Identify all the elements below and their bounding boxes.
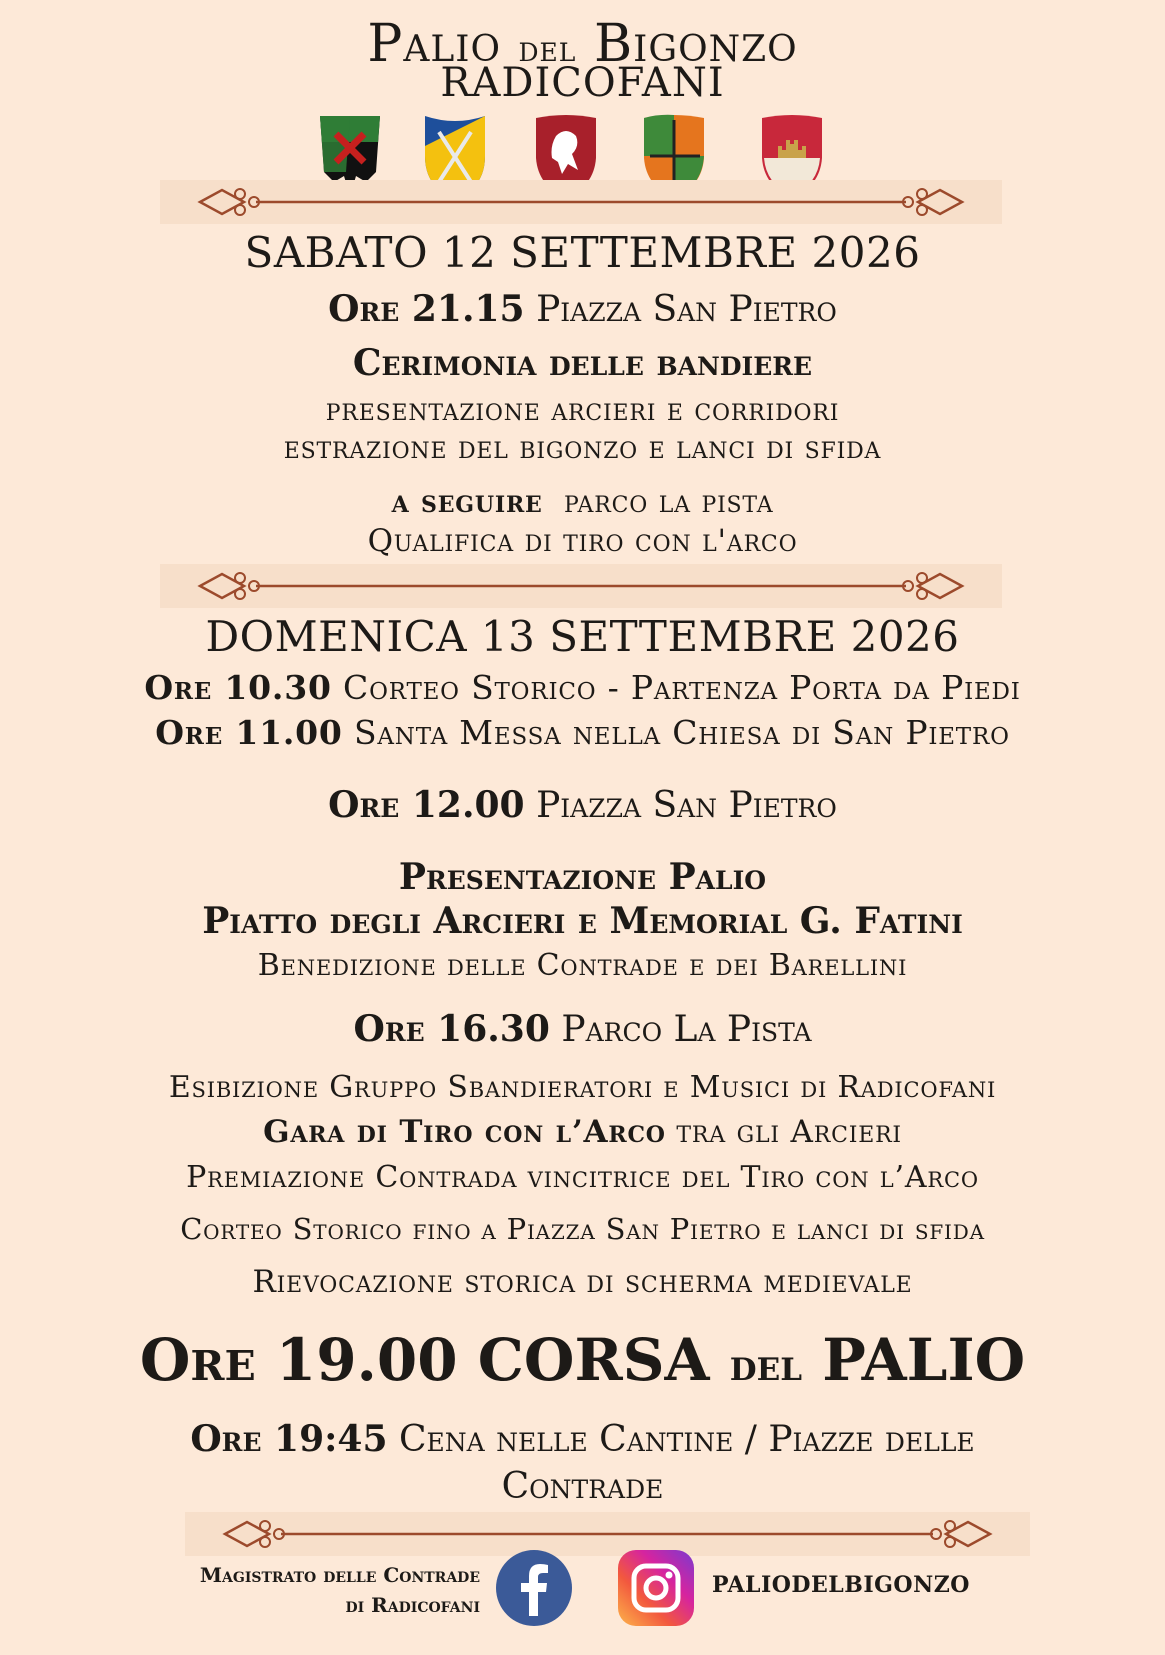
follow-place: parco la pista — [563, 484, 774, 520]
afternoon-line — [0, 1008, 1165, 1050]
sunday-time: Ore 12.00 — [328, 784, 525, 826]
sunday-date: DOMENICA 13 SETTEMBRE 2026 — [205, 612, 960, 661]
saturday-line-1: presentazione arcieri e corridori — [325, 392, 840, 428]
sunday-text: Piazza San Pietro — [536, 785, 837, 826]
ornamental-divider — [185, 1512, 1030, 1556]
facebook-glyph-icon — [496, 1550, 572, 1626]
title-palio: Palio — [367, 14, 501, 74]
sunday-text: Santa Messa nella Chiesa di San Pietro — [353, 713, 1010, 752]
sunday-time: Ore 10.30 — [144, 668, 332, 707]
exhibition-line: Esibizione Gruppo Sbandieratori e Musici di Radicofani — [168, 1070, 997, 1105]
title-del: del — [518, 29, 577, 70]
sunday-text: Corteo Storico - Partenza Porta da Piedi — [343, 668, 1021, 707]
instagram-handle[interactable]: PALIODELBIGONZO — [712, 1572, 970, 1598]
sunday-item-1100 — [0, 713, 1165, 752]
fencing-line: Rievocazione storica di scherma medievale — [252, 1264, 913, 1300]
race-palio: PALIO — [822, 1326, 1026, 1394]
saturday-time: Ore 21.15 — [328, 288, 525, 330]
poster-subtitle: RADICOFANI — [440, 60, 725, 106]
follow-label: a seguire — [391, 484, 543, 520]
sunday-item-1200 — [0, 784, 1165, 826]
ornamental-divider — [160, 564, 1002, 608]
facebook-icon[interactable] — [496, 1550, 572, 1626]
organizer-line-1: Magistrato delle Contrade — [199, 1563, 480, 1587]
parade-line: Corteo Storico fino a Piazza San Pietro e lanci di sfida — [180, 1212, 985, 1246]
race-time: Ore 19.00 — [139, 1326, 458, 1394]
blessing-line: Benedizione delle Contrade e dei Barellini — [257, 948, 908, 983]
saturday-place: Piazza San Pietro — [536, 289, 837, 330]
award-line: Premiazione Contrada vincitrice del Tiro con l’Arco — [186, 1160, 979, 1195]
dinner-text: Cena nelle Cantine / Piazze delle — [398, 1419, 975, 1460]
organizer — [110, 1560, 480, 1620]
dinner-time: Ore 19:45 — [190, 1418, 388, 1460]
race-del: del — [729, 1340, 803, 1391]
title-bigonzo: Bigonzo — [593, 14, 798, 74]
sunday-item-1030 — [0, 668, 1165, 707]
dinner-line — [0, 1418, 1165, 1460]
race-corsa: CORSA — [477, 1326, 710, 1394]
contest-line — [0, 1114, 1165, 1150]
saturday-follow-line — [0, 484, 1165, 520]
saturday-time-line — [0, 288, 1165, 330]
palio-presentation: Presentazione Palio — [398, 856, 767, 898]
dinner-line-2: Contrade — [501, 1466, 664, 1507]
contest-bold: Gara di Tiro con l’Arco — [263, 1114, 666, 1150]
afternoon-place: Parco La Pista — [561, 1009, 812, 1050]
instagram-glyph-icon — [618, 1550, 694, 1626]
instagram-icon[interactable] — [618, 1550, 694, 1626]
saturday-event: Cerimonia delle bandiere — [352, 342, 813, 384]
ornamental-divider — [160, 180, 1002, 224]
sunday-time: Ore 11.00 — [155, 713, 343, 752]
afternoon-time: Ore 16.30 — [353, 1008, 550, 1050]
palio-race-line — [0, 1326, 1165, 1394]
contest-rest: tra gli Arcieri — [676, 1114, 902, 1150]
saturday-line-2: estrazione del bigonzo e lanci di sfida — [283, 430, 882, 466]
saturday-date: SABATO 12 SETTEMBRE 2026 — [244, 228, 921, 277]
organizer-line-2: di Radicofani — [345, 1593, 480, 1617]
archers-plate-memorial: Piatto degli Arcieri e Memorial G. Fatini — [202, 900, 963, 942]
saturday-follow-event: Qualifica di tiro con l'arco — [367, 523, 798, 559]
